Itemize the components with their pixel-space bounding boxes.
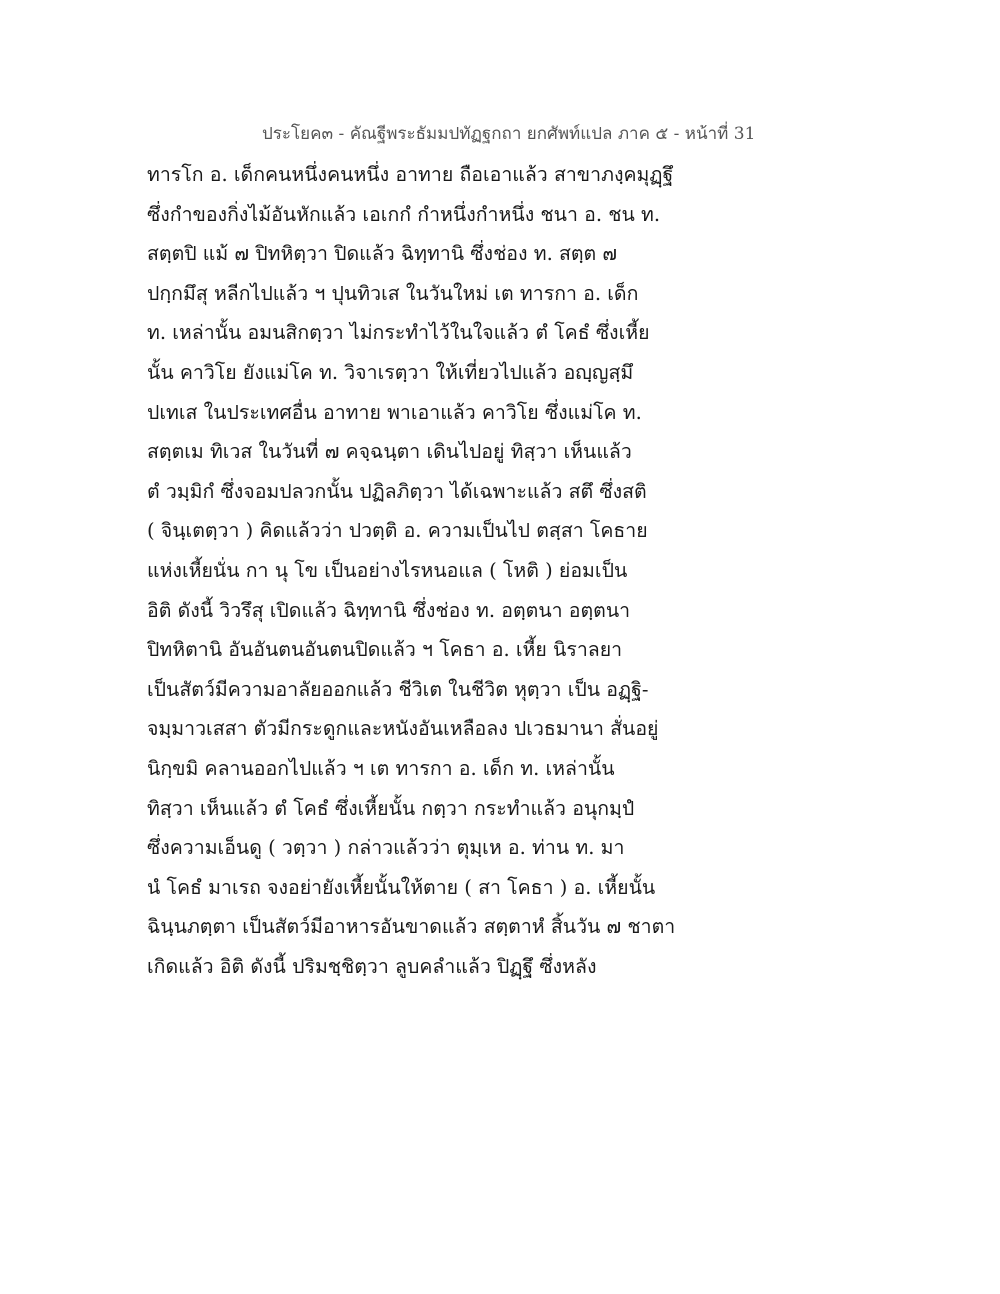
text-line: ปกฺกมึสุ หลีกไปแล้ว ฯ ปุนทิวเส ในวันใหม่ เต ทารกา อ. เด็ก — [147, 281, 639, 305]
text-line: นํ โคธํ มาเรถ จงอย่ายังเหี้ยนั้นให้ตาย ( สา โคธา ) อ. เหี้ยนั้น — [147, 875, 656, 899]
text-line: ซึ่งความเอ็นดู ( วตฺวา ) กล่าวแล้วว่า ตุมฺเห อ. ท่าน ท. มา — [147, 836, 625, 860]
text-line: เกิดแล้ว อิติ ดังนี้ ปริมชฺชิตฺวา ลูบคลำแล้ว ปิฏฺฐึ ซึ่งหลัง — [147, 954, 597, 978]
text-line: เป็นสัตว์มีความอาลัยออกแล้ว ชีวิเต ในชีวิต หุตฺวา เป็น อฏฺฐิ- — [147, 677, 649, 701]
text-line: อิติ ดังนี้ วิวรึสุ เปิดแล้ว ฉิทฺทานิ ซึ่งช่อง ท. อตฺตนา อตฺตนา — [147, 598, 631, 622]
text-line: ปเทเส ในประเทศอื่น อาทาย พาเอาแล้ว คาวิโย ซึ่งแม่โค ท. — [147, 400, 642, 424]
text-line: จมฺมาวเสสา ตัวมีกระดูกและหนังอันเหลือลง ปเวธมานา สั่นอยู่ — [147, 717, 659, 741]
text-line: ( จินฺเตตฺวา ) คิดแล้วว่า ปวตฺติ อ. ความเป็นไป ตสฺสา โคธาย — [147, 519, 648, 543]
text-line: สตฺตเม ทิเวส ในวันที่ ๗ คจฺฉนฺตา เดินไปอยู่ ทิสฺวา เห็นแล้ว — [147, 440, 632, 464]
body-text — [147, 155, 707, 986]
text-line: ท. เหล่านั้น อมนสิกตฺวา ไม่กระทำไว้ในใจแล้ว ตํ โคธํ ซึ่งเหี้ย — [147, 321, 650, 345]
text-line: ซึ่งกำของกิ่งไม้อันหักแล้ว เอเกกํ กำหนึ่งกำหนึ่ง ชนา อ. ชน ท. — [147, 202, 661, 226]
text-line: ฉินฺนภตฺตา เป็นสัตว์มีอาหารอันขาดแล้ว สตฺตาหํ สิ้นวัน ๗ ชาตา — [147, 915, 676, 939]
text-line: ตํ วมฺมิกํ ซึ่งจอมปลวกนั้น ปฏิลภิตฺวา ได้เฉพาะแล้ว สตึ ซึ่งสติ — [147, 479, 647, 503]
running-header: ประโยค๓ - คัณฐีพระธัมมปทัฏฐกถา ยกศัพท์แปล ภาค ๕ - หน้าที่ 31 — [262, 124, 756, 144]
text-line: ปิทหิตานิ อันอันตนอันตนปิดแล้ว ฯ โคธา อ. เหี้ย นิราลยา — [147, 638, 623, 662]
text-line: สตฺตปิ แม้ ๗ ปิทหิตฺวา ปิดแล้ว ฉิทฺทานิ ซึ่งช่อง ท. สตฺต ๗ — [147, 242, 618, 266]
text-line: แห่งเหี้ยนั่น กา นุ โข เป็นอย่างไรหนอแล ( โหติ ) ย่อมเป็น — [147, 558, 628, 582]
text-line: นั้น คาวิโย ยังแม่โค ท. วิจาเรตฺวา ให้เที่ยวไปแล้ว อญฺญสฺมึ — [147, 360, 634, 384]
text-line: ทิสฺวา เห็นแล้ว ตํ โคธํ ซึ่งเหี้ยนั้น กตฺวา กระทำแล้ว อนุกมฺปํ — [147, 796, 635, 820]
text-line: ทารโก อ. เด็กคนหนึ่งคนหนึ่ง อาทาย ถือเอาแล้ว สาขาภงฺคมุฏฺฐึ — [147, 163, 674, 186]
text-line: นิกฺขมิ คลานออกไปแล้ว ฯ เต ทารกา อ. เด็ก ท. เหล่านั้น — [147, 756, 615, 780]
